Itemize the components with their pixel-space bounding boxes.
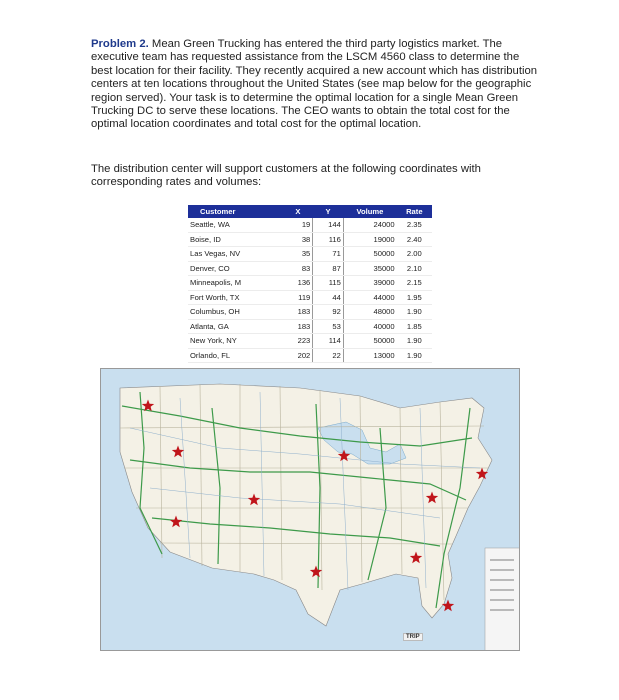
cell-x: 202 [283, 348, 313, 363]
header-rate: Rate [397, 205, 432, 218]
cell-customer: Fort Worth, TX [188, 290, 283, 305]
table-row [188, 218, 432, 232]
table-row [188, 261, 432, 276]
cell-rate: 1.90 [397, 334, 432, 349]
table-row [188, 232, 432, 247]
table-row [188, 334, 432, 349]
cell-x: 38 [283, 232, 313, 247]
cell-volume: 50000 [343, 334, 396, 349]
cell-rate: 1.90 [397, 305, 432, 320]
table-row [188, 247, 432, 262]
cell-x: 183 [283, 319, 313, 334]
cell-volume: 39000 [343, 276, 396, 291]
cell-rate: 1.85 [397, 319, 432, 334]
cell-customer: New York, NY [188, 334, 283, 349]
cell-customer: Atlanta, GA [188, 319, 283, 334]
cell-customer: Seattle, WA [188, 218, 283, 232]
cell-customer: Las Vegas, NV [188, 247, 283, 262]
problem-heading: Problem 2. [91, 38, 149, 50]
header-customer: Customer [188, 205, 283, 218]
table-row [188, 319, 432, 334]
table-row [188, 348, 432, 363]
cell-y: 71 [313, 247, 344, 262]
cell-x: 183 [283, 305, 313, 320]
cell-volume: 24000 [343, 218, 396, 232]
cell-volume: 13000 [343, 348, 396, 363]
customer-table [188, 205, 432, 363]
cell-rate: 2.40 [397, 232, 432, 247]
cell-x: 19 [283, 218, 313, 232]
cell-rate: 1.95 [397, 290, 432, 305]
header-volume: Volume [343, 205, 396, 218]
cell-y: 116 [313, 232, 344, 247]
cell-y: 44 [313, 290, 344, 305]
header-y: Y [313, 205, 344, 218]
cell-y: 144 [313, 218, 344, 232]
cell-y: 92 [313, 305, 344, 320]
cell-volume: 40000 [343, 319, 396, 334]
cell-rate: 1.90 [397, 348, 432, 363]
cell-customer: Boise, ID [188, 232, 283, 247]
cell-customer: Orlando, FL [188, 348, 283, 363]
cell-rate: 2.00 [397, 247, 432, 262]
cell-y: 53 [313, 319, 344, 334]
intro-paragraph: The distribution center will support customers at the following coordinates with corresponding rates and volumes: [91, 163, 481, 189]
cell-y: 115 [313, 276, 344, 291]
problem-paragraph [91, 38, 541, 132]
cell-x: 223 [283, 334, 313, 349]
cell-y: 114 [313, 334, 344, 349]
cell-customer: Columbus, OH [188, 305, 283, 320]
problem-text: Mean Green Trucking has entered the third party logistics market. The executive team has requested assistance from the LSCM 4560 class to determine the best location for their facility. They recently acquired a new account which has distribution centers at ten locations throughout the United States (see map below for the geographic region served). Your task is to determine the optimal location for a single Mean Green Trucking DC to serve these locations. The CEO wants to obtain the total cost for the optimal location coordinates and total cost for the optimal location. [91, 38, 538, 131]
cell-customer: Minneapolis, M [188, 276, 283, 291]
cell-volume: 35000 [343, 261, 396, 276]
header-x: X [283, 205, 313, 218]
table-row [188, 276, 432, 291]
cell-rate: 2.15 [397, 276, 432, 291]
cell-volume: 44000 [343, 290, 396, 305]
cell-rate: 2.35 [397, 218, 432, 232]
cell-x: 35 [283, 247, 313, 262]
cell-rate: 2.10 [397, 261, 432, 276]
cell-volume: 48000 [343, 305, 396, 320]
cell-x: 119 [283, 290, 313, 305]
cell-x: 136 [283, 276, 313, 291]
us-highway-map [100, 368, 520, 651]
map-frame [100, 368, 520, 651]
trip-logo: TRIP [403, 633, 423, 641]
cell-x: 83 [283, 261, 313, 276]
table-row [188, 290, 432, 305]
cell-volume: 19000 [343, 232, 396, 247]
cell-volume: 50000 [343, 247, 396, 262]
cell-y: 87 [313, 261, 344, 276]
table-header-row [188, 205, 432, 218]
table-row [188, 305, 432, 320]
cell-customer: Denver, CO [188, 261, 283, 276]
cell-y: 22 [313, 348, 344, 363]
